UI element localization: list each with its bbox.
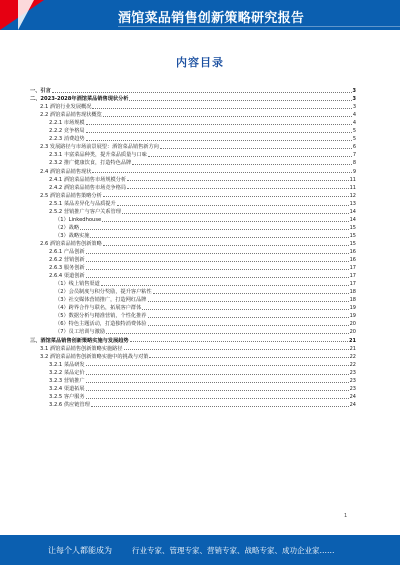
toc-dot-leader [142, 309, 348, 310]
toc-entry[interactable] [30, 360, 356, 368]
toc-entry-page: 21 [349, 337, 356, 344]
toc-entry-page: 19 [349, 313, 356, 320]
toc-dot-leader [86, 124, 352, 125]
toc-entry-label: （1）Linkedhouse [55, 216, 102, 223]
toc-entry-page: 3 [352, 96, 356, 103]
toc-entry-page: 11 [349, 184, 356, 191]
toc-entry-page: 4 [352, 112, 356, 119]
toc-entry[interactable] [30, 207, 356, 215]
toc-dot-leader [91, 406, 349, 407]
toc-entry[interactable] [30, 118, 356, 126]
toc-entry-page: 19 [349, 305, 356, 312]
toc-entry-page: 23 [349, 369, 356, 376]
toc-dot-leader [86, 132, 352, 133]
toc-entry-page: 18 [349, 289, 356, 296]
toc-entry-page: 15 [349, 240, 356, 247]
toc-entry-label: 2.6.4 渠道创新 [49, 273, 85, 280]
toc-entry[interactable] [30, 392, 356, 400]
toc-entry-page: 18 [349, 297, 356, 304]
toc-entry-label: 3.2.1 菜品研发 [49, 361, 85, 368]
toc-entry-label: 2.6.3 服务创新 [49, 265, 85, 272]
toc-entry[interactable] [30, 175, 356, 183]
toc-entry-label: 二、2023-2028年酒馆菜品销售现状分析 [30, 96, 129, 103]
toc-dot-leader [86, 253, 349, 254]
toc-entry-label: 2.4.2 酒馆菜品销售市场竞争格局 [49, 184, 127, 191]
toc-entry-page: 15 [349, 224, 356, 231]
toc-entry[interactable] [30, 158, 356, 166]
toc-entry[interactable] [30, 319, 356, 327]
toc-entry[interactable] [30, 142, 356, 150]
toc-entry[interactable] [30, 239, 356, 247]
toc-entry-page: 8 [352, 160, 356, 167]
toc-entry[interactable] [30, 102, 356, 110]
toc-entry[interactable] [30, 223, 356, 231]
toc-entry[interactable] [30, 191, 356, 199]
toc-dot-leader [86, 374, 349, 375]
toc-dot-leader [117, 205, 349, 206]
toc-entry[interactable] [30, 231, 356, 239]
toc-entry-label: 2.2.3 消费趋势 [49, 136, 85, 143]
toc-entry[interactable] [30, 344, 356, 352]
toc-entry[interactable] [30, 215, 356, 223]
toc-entry[interactable] [30, 150, 356, 158]
toc-entry-page: 14 [349, 208, 356, 215]
toc-entry-label: 3.2.2 菜品定价 [49, 369, 85, 376]
toc-entry-label: 2.5.1 菜品差异化与品质提升 [49, 200, 116, 207]
toc-entry-page: 15 [349, 232, 356, 239]
footer-banner [0, 535, 400, 565]
toc-entry-label: 2.6.2 营销创新 [49, 257, 85, 264]
toc-entry-page: 21 [349, 345, 356, 352]
toc-dot-leader [132, 164, 352, 165]
toc-entry[interactable] [30, 400, 356, 408]
toc-dot-leader [86, 140, 352, 141]
toc-entry[interactable] [30, 247, 356, 255]
toc-entry-page: 23 [349, 385, 356, 392]
toc-dot-leader [86, 365, 349, 366]
toc-entry-page: 16 [349, 257, 356, 264]
toc-entry[interactable] [30, 279, 356, 287]
toc-entry-page: 16 [349, 248, 356, 255]
toc-entry-label: 2.6 酒馆菜品销售创新策略 [40, 240, 102, 247]
toc-entry-page: 22 [349, 353, 356, 360]
header-banner [0, 0, 400, 30]
toc-dot-leader [153, 293, 349, 294]
toc-entry-page: 6 [352, 144, 356, 151]
toc-entry-label: 2.2.1 市场规模 [49, 120, 85, 127]
page-number: 1 [344, 513, 348, 519]
toc-entry-page: 24 [349, 401, 356, 408]
toc-dot-leader [148, 317, 349, 318]
toc-dot-leader [130, 341, 348, 342]
toc-entry-page: 17 [349, 273, 356, 280]
toc-entry[interactable] [30, 94, 356, 102]
toc-entry-page: 23 [349, 377, 356, 384]
toc-entry-label: （7）员工培训与激励 [55, 329, 105, 336]
toc-dot-leader [92, 172, 351, 173]
toc-dot-leader [160, 148, 352, 149]
toc-entry[interactable] [30, 311, 356, 319]
toc-entry-label: （2）会员制度与积分奖励，提升客户粘性 [55, 289, 152, 296]
toc-entry[interactable] [30, 327, 356, 335]
toc-entry[interactable] [30, 376, 356, 384]
toc-entry-label: 3.2 酒馆菜品销售创新策略实施中的挑战与对策 [40, 353, 149, 360]
toc-entry-label: 3.1 酒馆菜品销售创新策略实施路径 [40, 345, 123, 352]
toc-entry[interactable] [30, 199, 356, 207]
toc-entry[interactable] [30, 295, 356, 303]
toc-dot-leader [103, 116, 352, 117]
toc-entry-page: 7 [352, 152, 356, 159]
toc-entry[interactable] [30, 255, 356, 263]
toc-entry[interactable] [30, 86, 356, 94]
toc-entry-page: 20 [349, 321, 356, 328]
toc-entry-label: 2.3.2 推广健康饮食，打造特色品牌 [49, 160, 132, 167]
footer-roles: 行业专家、管理专家、营销专家、战略专家、成功企业家…… [132, 546, 335, 555]
toc-entry-label: 3.2.4 渠道拓展 [49, 385, 85, 392]
toc-dot-leader [86, 390, 349, 391]
toc-entry[interactable] [30, 335, 356, 343]
toc-entry-label: （3）社交媒体营销推广，打造网红品牌 [55, 297, 147, 304]
toc-entry-page: 3 [352, 104, 356, 111]
toc-dot-leader [86, 269, 349, 270]
toc-dot-leader [148, 325, 349, 326]
toc-entry[interactable] [30, 352, 356, 360]
header-divider [118, 26, 400, 27]
toc-entry[interactable] [30, 110, 356, 118]
toc-entry-label: 3.2.5 客户服务 [49, 393, 85, 400]
toc-entry-label: 3.2.3 营销推广 [49, 377, 85, 384]
toc-entry-label: （3）战略实施 [55, 232, 90, 239]
toc-dot-leader [103, 245, 349, 246]
toc-entry-label: （1）线上销售渠道 [55, 281, 100, 288]
toc-dot-leader [86, 398, 349, 399]
toc-entry-page: 14 [349, 216, 356, 223]
toc-dot-leader [149, 357, 348, 358]
toc-entry[interactable] [30, 303, 356, 311]
toc-dot-leader [127, 180, 349, 181]
toc-dot-leader [124, 349, 349, 350]
toc-dot-leader [122, 213, 349, 214]
white-accent-shape [18, 0, 34, 30]
toc-entry-page: 5 [352, 136, 356, 143]
toc-dot-leader [86, 277, 349, 278]
toc-entry-label: 2.2.2 竞争格局 [49, 128, 85, 135]
footer-slogan: 让每个人都能成为 [48, 546, 112, 555]
toc-entry-label: 2.3.1 丰富菜品种类，提升菜品质量与口味 [49, 152, 147, 159]
toc-entry[interactable] [30, 287, 356, 295]
toc-entry[interactable] [30, 384, 356, 392]
toc-entry[interactable] [30, 263, 356, 271]
toc-dot-leader [103, 196, 349, 197]
toc-entry-page: 17 [349, 265, 356, 272]
table-of-contents [30, 86, 356, 408]
report-title: 酒馆菜品销售创新策略研究报告 [118, 11, 305, 26]
toc-dot-leader [86, 382, 349, 383]
toc-dot-leader [148, 301, 349, 302]
toc-entry-label: （5）数据分析与精准营销，个性化推荐 [55, 313, 147, 320]
toc-dot-leader [127, 188, 349, 189]
toc-entry-page: 11 [349, 176, 356, 183]
toc-entry-label: （6）特色主题活动，打造独特消费体验 [55, 321, 147, 328]
toc-dot-leader [148, 156, 352, 157]
toc-dot-leader [101, 285, 349, 286]
toc-entry[interactable] [30, 271, 356, 279]
toc-entry[interactable] [30, 183, 356, 191]
toc-dot-leader [52, 92, 352, 93]
toc-entry[interactable] [30, 126, 356, 134]
toc-entry[interactable] [30, 368, 356, 376]
toc-entry-label: 2.6.1 产品创新 [49, 248, 85, 255]
toc-heading: 内容目录 [176, 56, 224, 69]
toc-entry-label: 三、酒馆菜品销售创新策略实施与发展趋势 [30, 337, 129, 344]
toc-entry-page: 4 [352, 120, 356, 127]
toc-entry-label: 3.2.6 供应链管理 [49, 401, 90, 408]
toc-entry-label: 一、引言 [30, 88, 51, 95]
toc-entry-label: 2.1 酒馆行业发展概况 [40, 104, 92, 111]
toc-entry-label: 2.5 酒馆菜品销售策略分析 [40, 192, 102, 199]
toc-entry-label: （4）跨界合作与联名，拓展客户群体 [55, 305, 142, 312]
toc-entry-page: 3 [352, 88, 356, 95]
toc-entry-label: 2.4.1 酒馆菜品销售市场规模分析 [49, 176, 127, 183]
toc-dot-leader [86, 261, 349, 262]
toc-dot-leader [106, 333, 349, 334]
toc-entry[interactable] [30, 134, 356, 142]
toc-entry-label: 2.4 酒馆菜品销售现状 [40, 168, 92, 175]
toc-dot-leader [92, 108, 351, 109]
toc-dot-leader [102, 221, 348, 222]
toc-entry-page: 20 [349, 329, 356, 336]
toc-entry-page: 17 [349, 281, 356, 288]
toc-entry-label: 2.5.2 营销推广与客户关系管理 [49, 208, 121, 215]
toc-entry-page: 24 [349, 393, 356, 400]
toc-entry-page: 5 [352, 128, 356, 135]
toc-entry-label: 2.2 酒馆菜品销售现状概览 [40, 112, 102, 119]
toc-entry-page: 13 [349, 200, 356, 207]
toc-entry[interactable] [30, 166, 356, 174]
toc-entry-label: 2.3 发展路径与市场前景展望：酒馆菜品销售新方向 [40, 144, 159, 151]
toc-entry-page: 22 [349, 361, 356, 368]
toc-dot-leader [80, 229, 349, 230]
toc-dot-leader [90, 237, 348, 238]
toc-entry-page: 9 [352, 168, 356, 175]
toc-entry-page: 12 [349, 192, 356, 199]
toc-dot-leader [129, 100, 351, 101]
toc-entry-label: （2）战略 [55, 224, 80, 231]
